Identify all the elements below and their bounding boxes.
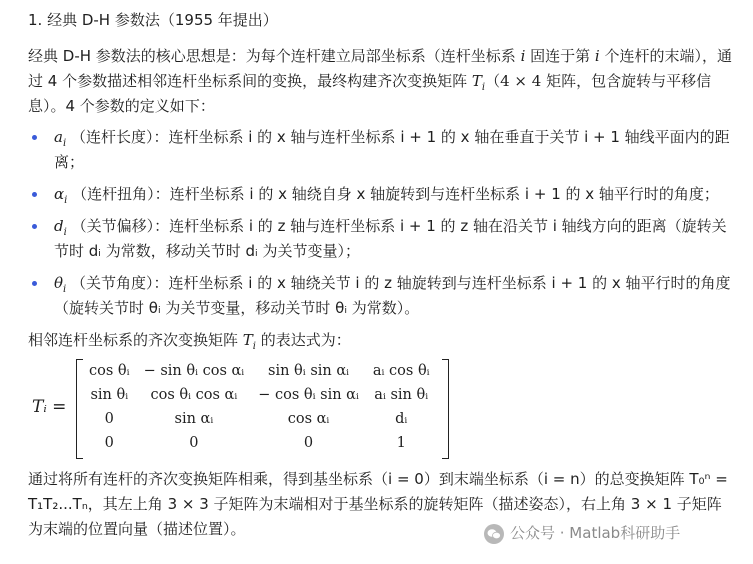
matrix-cell: 0 (104, 411, 114, 427)
parameter-list (28, 125, 733, 321)
watermark-text: 公众号 · Matlab科研助手 (510, 524, 681, 542)
matrix-cell: 0 (104, 435, 114, 451)
matrix-cell: sin θᵢ (90, 387, 129, 403)
matrix-cell: cos αᵢ (287, 411, 330, 427)
watermark (484, 521, 680, 546)
conclusion-paragraph: 通过将所有连杆的齐次变换矩阵相乘，得到基坐标系（i = 0）到末端坐标系（i = n）的总变换矩阵 T₀ⁿ = T₁T₂...Tₙ，其左上角 3 × 3 子矩阵为末端相对于基坐标系的旋转矩阵（描述姿态），右上角 3 × 1 子矩阵为末端的位置向量（描述位置）。 (28, 470, 728, 538)
bullet-icon (32, 192, 37, 197)
wechat-logo-icon (484, 524, 504, 544)
matrix-lhs: Tᵢ = (32, 397, 67, 417)
intro-text-5: 矩阵，包含旋转与平移信息）。4 个参数的定义如下： (28, 72, 712, 115)
bullet-icon (32, 224, 37, 229)
matrix-cell: 0 (303, 435, 314, 451)
param-symbol: $d_i$ (54, 217, 67, 238)
param-description: （连杆长度）：连杆坐标系 i 的 x 轴与连杆坐标系 i + 1 的 x 轴在垂直于关节 i + 1 轴线平面内的距离； (54, 128, 730, 171)
matrix-cell: sin θᵢ sin αᵢ (268, 363, 350, 379)
matrix-cell: aᵢ sin θᵢ (374, 387, 429, 403)
matrix-cell: dᵢ (395, 411, 408, 427)
bullet-icon (32, 135, 37, 140)
intro-text-3: 个连杆的末端），通过 4 个参数描述相邻连杆坐标系间的变换，最终构建齐次变换矩阵 (28, 47, 733, 90)
intro-var-i-2: i (594, 47, 600, 65)
param-description: （连杆扭角）：连杆坐标系 i 的 x 轴绕自身 x 轴旋转到与连杆坐标系 i + 1 的 x 轴平行时的角度； (72, 185, 719, 203)
matrix-intro-var: $T_i$ (242, 331, 256, 352)
param-symbol: $\theta_i$ (54, 274, 67, 295)
param-symbol: $\alpha_i$ (54, 185, 68, 206)
list-item (28, 271, 733, 321)
intro-var-i: i (520, 47, 526, 65)
param-description: （关节角度）：连杆坐标系 i 的 x 轴绕关节 i 的 z 轴旋转到与连杆坐标系 i + 1 的 x 轴平行时的角度（旋转关节时 θᵢ 为关节变量，移动关节时 θᵢ 为常数）。 (54, 274, 731, 317)
intro-var-T: $T_i$ (471, 72, 486, 93)
matrix-cell: cos θᵢ (89, 363, 130, 379)
matrix-cell: sin αᵢ (174, 411, 214, 427)
intro-text-1: 经典 D-H 参数法的核心思想是：为每个连杆建立局部坐标系（连杆坐标系 (28, 47, 521, 65)
matrix-row (82, 383, 437, 407)
document-body (28, 8, 733, 542)
matrix-intro (28, 328, 733, 353)
matrix-row (82, 431, 437, 455)
list-item (28, 214, 733, 264)
matrix-cell: 1 (396, 435, 406, 451)
intro-text-2: 固连于第 (525, 47, 595, 65)
transform-matrix-equation (28, 357, 733, 465)
section-heading: 1. 经典 D-H 参数法（1955 年提出） (28, 11, 278, 29)
matrix-cell: − cos θᵢ sin αᵢ (258, 387, 359, 403)
matrix-intro-text-2: 的表达式为： (256, 331, 351, 349)
intro-paragraph (28, 44, 733, 119)
param-symbol: $a_i$ (54, 128, 67, 149)
matrix-intro-text-1: 相邻连杆坐标系的齐次变换矩阵 (28, 331, 243, 349)
transform-matrix (82, 359, 437, 455)
matrix-row (82, 407, 437, 431)
list-item (28, 182, 733, 207)
matrix-cell: 0 (189, 435, 199, 451)
param-description: （关节偏移）：连杆坐标系 i 的 z 轴与连杆坐标系 i + 1 的 z 轴在沿关节 i 轴线方向的距离（旋转关节时 dᵢ 为常数，移动关节时 dᵢ 为关节变量）； (54, 217, 727, 260)
matrix-right-bracket (442, 359, 449, 459)
bullet-icon (32, 281, 37, 286)
matrix-row (82, 359, 437, 383)
matrix-cell: − sin θᵢ cos αᵢ (143, 363, 245, 379)
intro-text-4: （ (485, 72, 501, 90)
intro-matrix-size: 4 × 4 (500, 72, 542, 90)
matrix-cell: cos θᵢ cos αᵢ (150, 387, 238, 403)
list-item (28, 125, 733, 175)
matrix-cell: aᵢ cos θᵢ (372, 363, 430, 379)
